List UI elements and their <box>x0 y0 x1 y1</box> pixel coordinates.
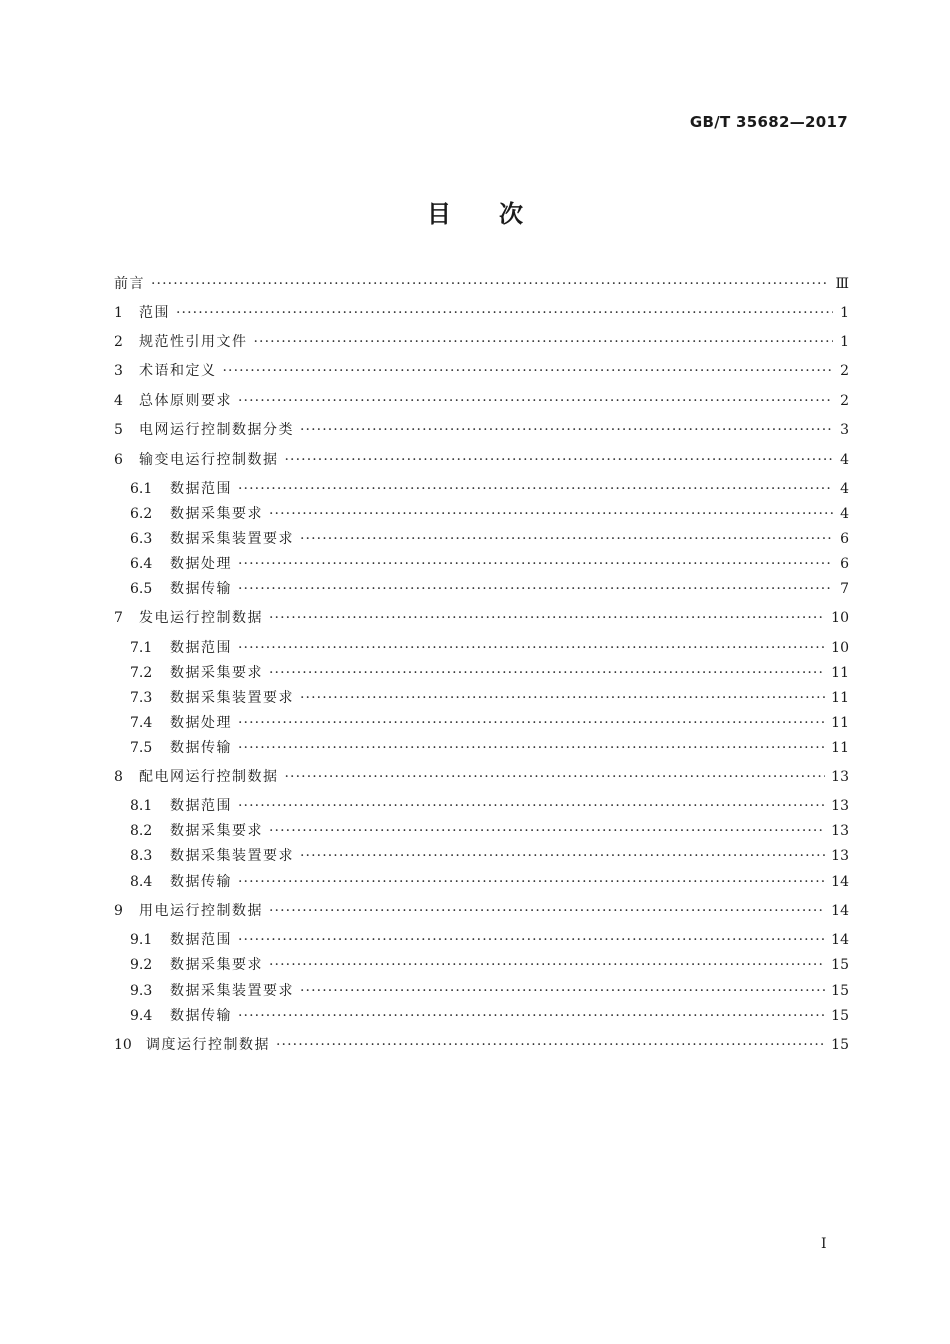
dot-leader <box>238 638 825 658</box>
toc-subentry[interactable] <box>130 930 849 950</box>
toc-entry[interactable] <box>114 332 849 352</box>
dot-leader <box>269 901 825 921</box>
toc-entry-number: 2 <box>114 334 123 350</box>
toc-entry-label: 发电运行控制数据 <box>139 610 263 626</box>
toc-entry-page: 11 <box>831 690 849 706</box>
dot-leader <box>176 303 833 323</box>
dot-leader <box>238 872 825 892</box>
toc-entry-page: 13 <box>831 823 849 839</box>
toc-entry-page: 3 <box>840 422 849 438</box>
dot-leader <box>269 608 825 628</box>
toc-entry-label: 术语和定义 <box>139 363 217 379</box>
toc-entry-number: 7.5 <box>130 740 153 756</box>
standard-code: GB/T 35682—2017 <box>689 113 848 131</box>
dot-leader <box>238 579 833 599</box>
toc-entry-label: 数据传输 <box>170 581 232 597</box>
toc-entry-label: 数据范围 <box>170 481 232 497</box>
toc-subentry[interactable] <box>130 872 849 892</box>
toc-entry-number: 10 <box>114 1037 132 1053</box>
toc-entry-label: 用电运行控制数据 <box>139 903 263 919</box>
toc-entry-label: 数据传输 <box>170 1008 232 1024</box>
toc-subentry[interactable] <box>130 713 849 733</box>
dot-leader <box>300 420 833 440</box>
dot-leader <box>276 1035 825 1055</box>
toc-entry-label: 数据采集要求 <box>170 957 263 973</box>
toc-entry-page: 2 <box>840 363 849 379</box>
toc-entry-number: 7.1 <box>130 640 153 656</box>
toc-entry-number: 6.5 <box>130 581 153 597</box>
dot-leader <box>300 688 825 708</box>
toc-entry-number: 9 <box>114 903 123 919</box>
toc-entry-page: 15 <box>831 983 849 999</box>
dot-leader <box>238 930 825 950</box>
toc-entry-page: 4 <box>840 481 849 497</box>
toc-entry-number: 8.4 <box>130 874 153 890</box>
toc-entry-label: 调度运行控制数据 <box>146 1037 270 1053</box>
toc-entry-label: 数据采集装置要求 <box>170 690 294 706</box>
toc-entry[interactable] <box>114 901 849 921</box>
toc-entry-number: 7.4 <box>130 715 153 731</box>
toc-entry-number: 8.3 <box>130 848 153 864</box>
toc-entry[interactable] <box>114 361 849 381</box>
toc-subentry[interactable] <box>130 796 849 816</box>
toc-subentry[interactable] <box>130 529 849 549</box>
toc-subentry[interactable] <box>130 738 849 758</box>
toc-entry-page: 4 <box>840 506 849 522</box>
toc-subentry[interactable] <box>130 579 849 599</box>
toc-entry-label: 数据范围 <box>170 932 232 948</box>
toc-entry-label: 数据处理 <box>170 556 232 572</box>
toc-entry-label: 总体原则要求 <box>139 393 232 409</box>
toc-entry-label: 电网运行控制数据分类 <box>139 422 294 438</box>
toc-entry-page: 2 <box>840 393 849 409</box>
toc-entry-page: 10 <box>831 610 849 626</box>
dot-leader <box>300 981 825 1001</box>
toc-entry-number: 6.1 <box>130 481 153 497</box>
toc-subentry[interactable] <box>130 688 849 708</box>
toc-subentry[interactable] <box>130 663 849 683</box>
dot-leader <box>238 713 825 733</box>
toc-entry-number: 6 <box>114 452 123 468</box>
toc-entry-label: 规范性引用文件 <box>139 334 248 350</box>
toc-subentry[interactable] <box>130 981 849 1001</box>
toc-entry-page: 6 <box>840 556 849 572</box>
toc-entry-label: 数据范围 <box>170 640 232 656</box>
toc-entry-label: 数据采集要求 <box>170 665 263 681</box>
toc-entry-label: 前言 <box>114 276 145 292</box>
toc-entry-page: 13 <box>831 769 849 785</box>
toc-entry-page: 11 <box>831 715 849 731</box>
toc-entry-page: 15 <box>831 1008 849 1024</box>
toc-entry-label: 数据采集装置要求 <box>170 531 294 547</box>
toc-entry-number: 3 <box>114 363 123 379</box>
toc-entry-label: 数据采集要求 <box>170 506 263 522</box>
toc-entry-page: 11 <box>831 665 849 681</box>
dot-leader <box>223 361 834 381</box>
toc-entry[interactable] <box>114 450 849 470</box>
toc-entry-number: 9.2 <box>130 957 153 973</box>
toc-subentry[interactable] <box>130 846 849 866</box>
dot-leader <box>300 529 833 549</box>
toc-subentry[interactable] <box>130 504 849 524</box>
toc-subentry[interactable] <box>130 479 849 499</box>
toc-entry-number: 4 <box>114 393 123 409</box>
toc-entry-label: 范围 <box>139 305 170 321</box>
dot-leader <box>238 796 825 816</box>
toc-entry-number: 7 <box>114 610 123 626</box>
dot-leader <box>285 450 834 470</box>
toc-entry-page: 4 <box>840 452 849 468</box>
toc-entry-page: 10 <box>831 640 849 656</box>
toc-entry-label: 数据采集装置要求 <box>170 848 294 864</box>
dot-leader <box>238 738 825 758</box>
dot-leader <box>254 332 834 352</box>
dot-leader <box>269 504 833 524</box>
toc-entry-page: 11 <box>831 740 849 756</box>
dot-leader <box>238 1006 825 1026</box>
dot-leader <box>269 663 825 683</box>
dot-leader <box>269 821 825 841</box>
toc-entry-label: 数据传输 <box>170 874 232 890</box>
toc-entry-number: 8 <box>114 769 123 785</box>
toc-subentry[interactable] <box>130 554 849 574</box>
toc-subentry[interactable] <box>130 1006 849 1026</box>
toc-entry-number: 6.4 <box>130 556 153 572</box>
toc-entry-page: 7 <box>840 581 849 597</box>
toc-entry-page: 14 <box>831 903 849 919</box>
toc-entry-page: 13 <box>831 798 849 814</box>
toc-entry-number: 5 <box>114 422 123 438</box>
dot-leader <box>300 846 825 866</box>
dot-leader <box>151 274 829 294</box>
toc-entry-number: 1 <box>114 305 123 321</box>
dot-leader <box>238 479 833 499</box>
toc-entry[interactable] <box>114 420 849 440</box>
toc-entry-number: 8.2 <box>130 823 153 839</box>
toc-entry-page: 14 <box>831 932 849 948</box>
toc-subentry[interactable] <box>130 955 849 975</box>
toc-entry[interactable] <box>114 1035 849 1055</box>
dot-leader <box>238 554 833 574</box>
toc-entry-page: 15 <box>831 1037 849 1053</box>
toc-subentry[interactable] <box>130 638 849 658</box>
toc-entry-page: 6 <box>840 531 849 547</box>
toc-entry-page: 1 <box>840 305 849 321</box>
page-title: 目次 <box>427 200 571 228</box>
toc-entry-page: 13 <box>831 848 849 864</box>
toc-entry-number: 7.3 <box>130 690 153 706</box>
dot-leader <box>238 391 833 411</box>
dot-leader <box>269 955 825 975</box>
page-number: I <box>821 1236 827 1252</box>
toc-entry-number: 6.3 <box>130 531 153 547</box>
toc-entry-label: 数据采集装置要求 <box>170 983 294 999</box>
toc-entry-label: 数据范围 <box>170 798 232 814</box>
toc-entry-label: 数据采集要求 <box>170 823 263 839</box>
toc-entry-number: 7.2 <box>130 665 153 681</box>
toc-entry-number: 9.4 <box>130 1008 153 1024</box>
toc-entry[interactable] <box>114 608 849 628</box>
toc-entry[interactable] <box>114 767 849 787</box>
toc-entry-number: 9.1 <box>130 932 153 948</box>
toc-entry-number: 6.2 <box>130 506 153 522</box>
toc-entry-page: 1 <box>840 334 849 350</box>
toc-entry-number: 9.3 <box>130 983 153 999</box>
toc-entry-label: 数据处理 <box>170 715 232 731</box>
toc-entry-label: 配电网运行控制数据 <box>139 769 279 785</box>
toc-subentry[interactable] <box>130 821 849 841</box>
toc-entry[interactable] <box>114 391 849 411</box>
toc-entry[interactable] <box>114 303 849 323</box>
toc-entry-label: 输变电运行控制数据 <box>139 452 279 468</box>
toc-entry-page: Ⅲ <box>835 276 849 292</box>
toc-entry-page: 14 <box>831 874 849 890</box>
toc-entry-number: 8.1 <box>130 798 153 814</box>
dot-leader <box>285 767 826 787</box>
toc-entry-label: 数据传输 <box>170 740 232 756</box>
toc-entry-page: 15 <box>831 957 849 973</box>
toc-entry[interactable] <box>114 274 849 294</box>
